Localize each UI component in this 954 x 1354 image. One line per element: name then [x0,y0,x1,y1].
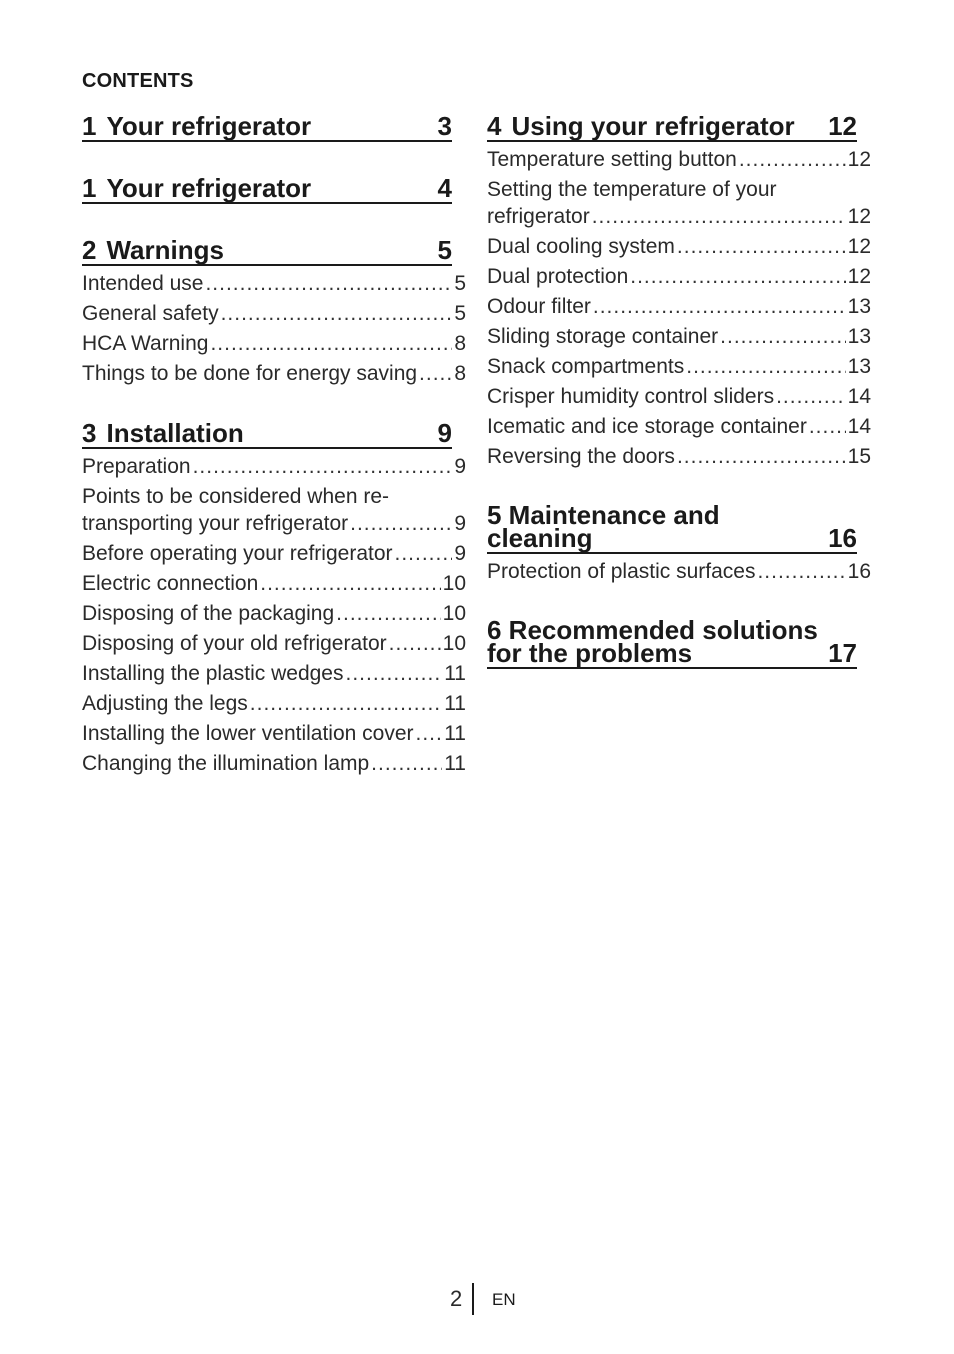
leader-dots [205,270,452,297]
section-number: 4 [487,111,502,141]
entry-title: Odour filter [487,295,591,318]
entry-title: Disposing of the packaging [82,602,335,625]
section-number: 1 [82,111,97,141]
toc-entry[interactable] [82,483,466,537]
entry-page: 14 [847,385,871,408]
entry-title: Sliding storage container [487,325,719,348]
entry-page: 13 [847,355,871,378]
entry-title: Dual protection [487,265,629,288]
entry-page: 14 [847,415,871,438]
entry-page: 9 [454,512,466,535]
entry-page: 12 [847,235,871,258]
section-title: Your refrigerator [106,173,312,203]
entry-page: 11 [444,692,466,715]
entry-title: Intended use [82,272,204,295]
leader-dots [592,203,846,230]
section-title: Installation [106,418,244,448]
toc-section-2 [82,232,466,387]
toc-entry[interactable] [487,146,871,173]
leader-dots [677,443,846,470]
entry-page: 15 [847,445,871,468]
leader-dots [350,510,452,537]
leader-dots [630,263,845,290]
toc-entry[interactable] [487,353,871,380]
section-page: 12 [828,111,857,141]
entry-page: 10 [442,632,466,655]
section-page: 5 [437,235,452,265]
entry-page: 10 [442,602,466,625]
section-number: 1 [82,173,97,203]
toc-entry[interactable] [487,443,871,470]
leader-dots [336,600,440,627]
entry-page: 12 [847,205,871,228]
toc-entry[interactable] [487,176,871,230]
section-title-line1: 5 Maintenance and [487,500,720,530]
leader-dots [416,720,443,747]
leader-dots [776,383,846,410]
section-title: Warnings [106,235,224,265]
section-title-line2: cleaning [487,523,593,553]
entry-page: 12 [847,265,871,288]
toc-right-column [487,108,871,697]
toc-entry[interactable] [82,330,466,357]
entry-title: Installing the lower ventilation cover [82,722,414,745]
section-page: 17 [828,638,857,668]
toc-section-3 [82,415,466,777]
toc-entry[interactable] [487,263,871,290]
toc-entry[interactable] [82,750,466,777]
toc-entry[interactable] [82,270,466,297]
entry-page: 13 [847,295,871,318]
toc-entry[interactable] [82,720,466,747]
toc-entry[interactable] [82,540,466,567]
section-heading[interactable] [82,170,452,204]
leader-dots [677,233,846,260]
leader-dots [250,690,442,717]
entry-title: Adjusting the legs [82,692,248,715]
toc-entry[interactable] [82,360,466,387]
leader-dots [809,413,846,440]
toc-section-6 [487,613,871,669]
entry-title: Changing the illumination lamp [82,752,370,775]
section-heading[interactable] [82,415,452,449]
section-page: 4 [437,173,452,203]
leader-dots [346,660,443,687]
section-title-line1: 6 Recommended solutions [487,615,818,645]
entry-title: Before operating your refrigerator [82,542,393,565]
toc-entry[interactable] [487,383,871,410]
entry-title: Crisper humidity control sliders [487,385,775,408]
leader-dots [260,570,440,597]
footer-language: EN [492,1290,516,1309]
entry-title: Dual cooling system [487,235,675,258]
entry-page: 16 [847,560,871,583]
section-page: 9 [437,418,452,448]
toc-entry[interactable] [82,600,466,627]
toc-left-column [82,108,466,805]
toc-entry[interactable] [82,570,466,597]
section-title-line2: for the problems [487,638,693,668]
entry-page: 10 [442,572,466,595]
section-page: 16 [828,523,857,553]
entry-title: General safety [82,302,219,325]
leader-dots [686,353,845,380]
section-heading[interactable] [82,108,452,142]
toc-entry[interactable] [487,558,871,585]
toc-entry[interactable] [487,233,871,260]
leader-dots [221,300,453,327]
entry-page: 11 [444,722,466,745]
toc-entry[interactable] [82,300,466,327]
toc-section-1b [82,170,466,204]
entry-title: Temperature setting button [487,148,737,171]
entry-page: 13 [847,325,871,348]
toc-section-4 [487,108,871,470]
entry-title-line2: refrigerator [487,205,590,228]
leader-dots [757,558,845,585]
leader-dots [210,330,452,357]
section-page: 3 [437,111,452,141]
entry-page: 9 [454,455,466,478]
entry-title: Snack compartments [487,355,685,378]
entry-title: Things to be done for energy saving [82,362,418,385]
toc-section-5 [487,498,871,585]
section-heading[interactable] [487,613,857,669]
toc-entry[interactable] [82,453,466,480]
entry-title: Preparation [82,455,191,478]
leader-dots [739,146,846,173]
leader-dots [193,453,453,480]
entry-page: 9 [454,542,466,565]
section-title: Using your refrigerator [511,111,795,141]
entry-page: 12 [847,148,871,171]
entry-page: 5 [454,272,466,295]
leader-dots [371,750,442,777]
footer-page-number: 2 [450,1286,463,1311]
leader-dots [720,323,845,350]
entry-title: Electric connection [82,572,259,595]
entry-title-line2: transporting your refrigerator [82,512,349,535]
leader-dots [389,630,441,657]
toc-entry[interactable] [82,690,466,717]
entry-title: HCA Warning [82,332,209,355]
contents-heading: CONTENTS [82,70,194,92]
leader-dots [419,360,452,387]
entry-title: Reversing the doors [487,445,675,468]
section-number: 2 [82,235,97,265]
entry-title-line1: Points to be considered when re- [82,485,390,508]
entry-title: Installing the plastic wedges [82,662,344,685]
toc-section-1a [82,108,466,142]
entry-title-line1: Setting the temperature of your [487,178,777,201]
entry-page: 8 [454,362,466,385]
toc-entry[interactable] [82,630,466,657]
toc-entry[interactable] [487,293,871,320]
leader-dots [593,293,846,320]
entry-title: Icematic and ice storage container [487,415,807,438]
toc-entry[interactable] [487,323,871,350]
entry-page: 11 [444,662,466,685]
section-title: Your refrigerator [106,111,312,141]
toc-entry[interactable] [82,660,466,687]
entry-page: 11 [444,752,466,775]
entry-title: Disposing of your old refrigerator [82,632,387,655]
entry-title: Protection of plastic surfaces [487,560,756,583]
entry-page: 5 [454,302,466,325]
entry-page: 8 [454,332,466,355]
toc-entry[interactable] [487,413,871,440]
leader-dots [395,540,453,567]
footer-divider [472,1283,474,1315]
section-heading[interactable] [487,498,857,554]
section-heading[interactable] [82,232,452,266]
section-number: 3 [82,418,97,448]
section-heading[interactable] [487,108,857,142]
